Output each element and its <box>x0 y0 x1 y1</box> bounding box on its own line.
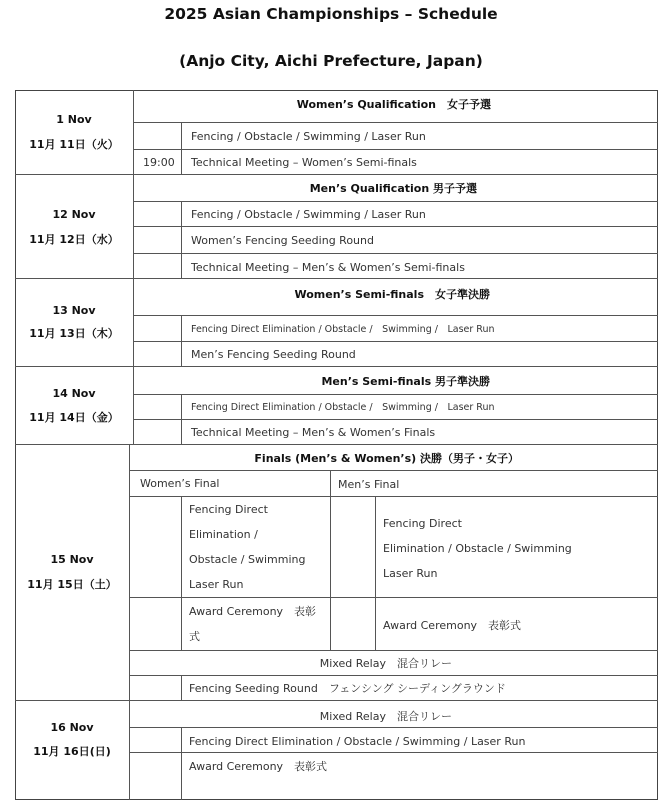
event-cell: Fencing Direct Elimination / Obstacle / Swimming / Laser Run <box>191 324 495 335</box>
mixed-relay: Mixed Relay 混合リレー <box>319 657 452 670</box>
women-events-line: Fencing Direct <box>189 503 268 516</box>
divider <box>133 149 658 150</box>
event-cell: Fencing / Obstacle / Swimming / Laser Run <box>191 130 426 143</box>
divider <box>15 444 658 445</box>
divider <box>133 341 658 342</box>
date-jp: 11月 12日（水） <box>29 233 119 246</box>
divider <box>129 675 658 676</box>
men-events-line: Elimination / Obstacle / Swimming <box>383 542 572 555</box>
women-award-line: Award Ceremony 表彰 <box>189 605 317 618</box>
date-en: 12 Nov <box>52 208 96 221</box>
award-cell: Award Ceremony 表彰式 <box>189 760 328 773</box>
divider <box>133 419 658 420</box>
divider <box>133 394 658 395</box>
divider <box>129 752 658 753</box>
women-events-line: Obstacle / Swimming <box>189 553 306 566</box>
divider <box>15 174 658 175</box>
men-award: Award Ceremony 表彰式 <box>383 619 522 632</box>
divider <box>129 727 658 728</box>
divider <box>133 253 658 254</box>
divider <box>133 315 658 316</box>
section-heading: Women’s Semi-finals 女子準決勝 <box>294 288 490 301</box>
date-jp: 11月 11日（火） <box>29 138 119 151</box>
date-jp: 11月 13日（木） <box>29 327 119 340</box>
divider <box>133 201 658 202</box>
seeding-round: Fencing Seeding Round フェンシング シーディングラウンド <box>189 682 506 695</box>
date-en: 15 Nov <box>50 553 94 566</box>
date-en: 1 Nov <box>56 113 92 126</box>
section-heading: Men’s Semi-finals 男子準決勝 <box>321 375 490 388</box>
time-column-border <box>181 122 182 174</box>
event-cell: Men’s Fencing Seeding Round <box>191 348 356 361</box>
column-border <box>181 727 182 800</box>
women-award-line: 式 <box>189 630 200 643</box>
divider <box>133 122 658 123</box>
mixed-relay: Mixed Relay 混合リレー <box>319 710 452 723</box>
divider <box>15 366 658 367</box>
divider <box>15 700 658 701</box>
event-cell: Technical Meeting – Men’s & Women’s Finals <box>191 426 436 439</box>
date-jp: 11月 16日(日) <box>33 745 111 758</box>
women-events-line: Laser Run <box>189 578 244 591</box>
date-en: 16 Nov <box>50 721 94 734</box>
divider <box>129 650 658 651</box>
event-cell: Women’s Fencing Seeding Round <box>191 234 374 247</box>
women-final-label: Women’s Final <box>140 477 220 490</box>
page-title: 2025 Asian Championships – Schedule <box>164 5 498 23</box>
date-column-border <box>133 90 134 444</box>
divider <box>129 597 658 598</box>
event-cell: Technical Meeting – Women’s Semi-finals <box>191 156 417 169</box>
date-en: 13 Nov <box>52 304 96 317</box>
divider <box>129 470 658 471</box>
date-jp: 11月 14日（金） <box>29 411 119 424</box>
time-column-border <box>181 394 182 444</box>
time-cell: 19:00 <box>143 156 175 169</box>
time-column-border <box>181 315 182 366</box>
women-events-line: Elimination / <box>189 528 258 541</box>
event-cell: Fencing Direct Elimination / Obstacle / Swimming / Laser Run <box>189 735 526 748</box>
event-cell: Fencing / Obstacle / Swimming / Laser Run <box>191 208 426 221</box>
date-column-border <box>129 444 130 800</box>
column-border <box>181 496 182 650</box>
section-heading: Finals (Men’s & Women’s) 決勝（男子・女子） <box>254 452 519 465</box>
divider <box>15 278 658 279</box>
date-jp: 11月 15日（土） <box>27 578 117 591</box>
section-heading: Men’s Qualification 男子予選 <box>309 182 477 195</box>
men-final-label: Men’s Final <box>338 478 400 491</box>
time-column-border <box>181 201 182 278</box>
date-en: 14 Nov <box>52 387 96 400</box>
divider <box>133 226 658 227</box>
men-events-line: Laser Run <box>383 567 438 580</box>
men-events-line: Fencing Direct <box>383 517 462 530</box>
event-cell: Fencing Direct Elimination / Obstacle / Swimming / Laser Run <box>191 402 495 413</box>
column-border <box>181 675 182 700</box>
page-subtitle: (Anjo City, Aichi Prefecture, Japan) <box>179 52 483 70</box>
section-heading: Women’s Qualification 女子予選 <box>296 98 491 111</box>
divider <box>129 496 658 497</box>
column-border <box>375 496 376 650</box>
event-cell: Technical Meeting – Men’s & Women’s Semi-finals <box>191 261 465 274</box>
column-border <box>330 470 331 650</box>
